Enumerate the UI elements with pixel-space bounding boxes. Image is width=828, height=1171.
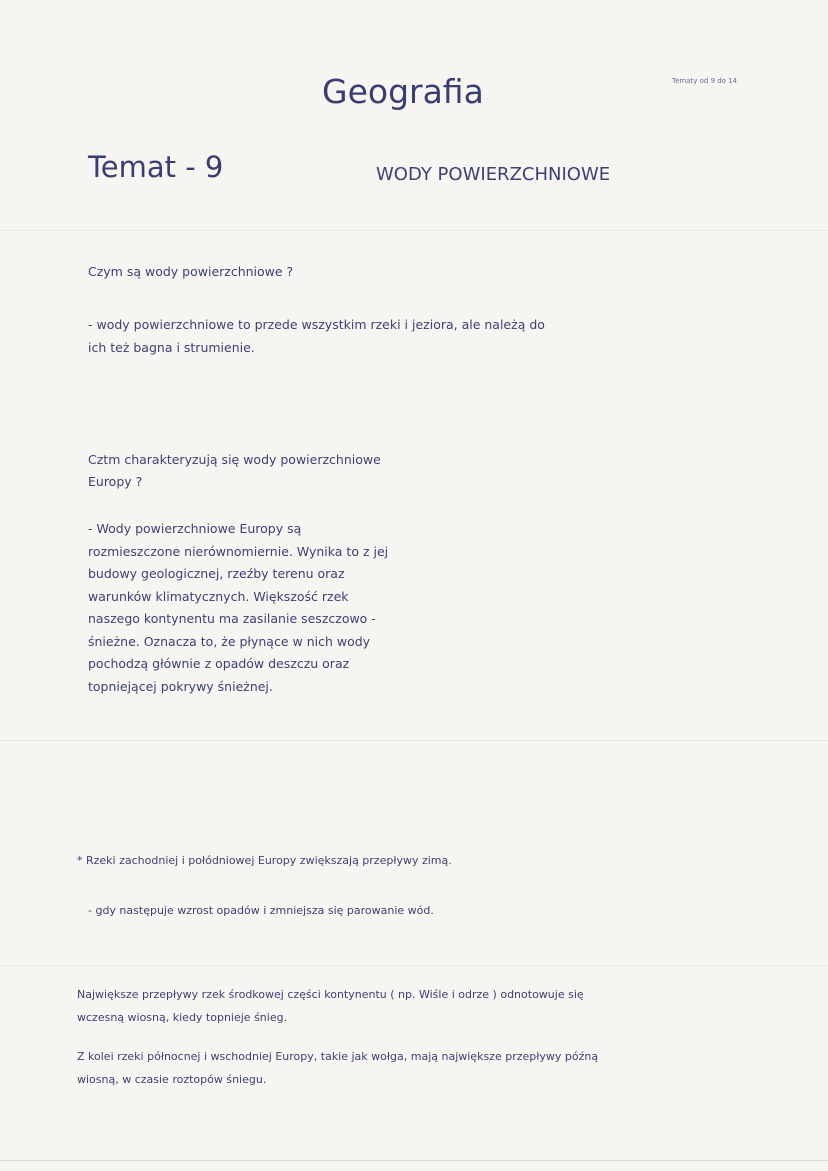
text-line: ich też bagna i strumienie.: [88, 339, 255, 355]
text-line: budowy geologicznej, rzeźby terenu oraz: [88, 566, 345, 581]
text-line: Europy ?: [88, 474, 143, 489]
faint-rule: [0, 965, 828, 966]
text-line: Największe przepływy rzek środkowej części kontynentu ( np. Wiśle i odrze ) odnotowuje się: [77, 988, 584, 1001]
note-north-east: [77, 1046, 598, 1091]
text-line: naszego kontynentu ma zasilanie seszczowo -: [88, 611, 376, 626]
note-central: [77, 984, 584, 1029]
text-line: topniejącej pokrywy śnieżnej.: [88, 678, 273, 694]
answer-2: [88, 518, 388, 698]
text-line: wiosną, w czasie roztopów śniegu.: [77, 1072, 267, 1086]
question-2: [88, 449, 381, 493]
topic-number: Temat - 9: [88, 150, 224, 184]
question-1: Czym są wody powierzchniowe ?: [88, 264, 294, 279]
text-line: warunków klimatycznych. Większość rzek: [88, 588, 349, 604]
text-line: śnieżne. Oznacza to, że płynące w nich wody: [88, 633, 371, 649]
text-line: - Wody powierzchniowe Europy są: [88, 521, 302, 536]
note-west-south-detail: - gdy następuje wzrost opadów i zmniejsza się parowanie wód.: [88, 904, 434, 917]
text-line: pochodzą głównie z opadów deszczu oraz: [88, 656, 350, 671]
text-line: wczesną wiosną, kiedy topnieje śnieg.: [77, 1010, 288, 1024]
text-line: rozmieszczone nierównomiernie. Wynika to z jej: [88, 543, 389, 559]
answer-1: [88, 314, 545, 359]
faint-rule: [0, 740, 828, 741]
page-title: Geografia: [322, 72, 484, 111]
text-line: Cztm charakteryzują się wody powierzchniowe: [88, 452, 381, 467]
topic-range: Tematy od 9 do 14: [672, 77, 738, 85]
faint-rule: [0, 1160, 828, 1161]
text-line: Z kolei rzeki północnej i wschodniej Europy, takie jak wołga, mają największe przepływy późną: [77, 1050, 599, 1063]
faint-rule: [0, 230, 828, 231]
text-line: - wody powierzchniowe to przede wszystkim rzeki i jeziora, ale należą do: [88, 317, 545, 332]
topic-title: WODY POWIERZCHNIOWE: [376, 164, 611, 185]
note-west-south: * Rzeki zachodniej i połódniowej Europy zwiększają przepływy zimą.: [77, 854, 452, 867]
